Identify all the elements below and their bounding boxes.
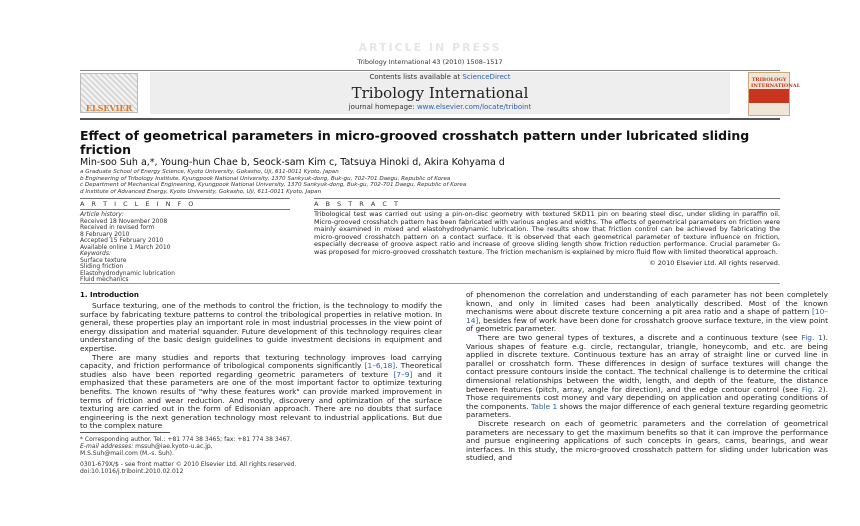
author-list: Min-soo Suh a,*, Young-hun Chae b, Seock-sam Kim c, Tatsuya Hinoki d, Akira Kohyama d (80, 157, 505, 168)
online-date: Available online 1 March 2010 (80, 243, 171, 251)
contents-line (150, 73, 730, 81)
affiliation-b: b Engineering of Tribology Institute, Kyungpook National University, 1370 Sankyuk-dong, Buk-gu, 702-701 Daegu, Republic of Korea (80, 175, 451, 182)
keyword-item: Sliding friction (80, 263, 124, 270)
received-date: Received 18 November 2008 (80, 217, 168, 225)
front-matter-rule (80, 283, 780, 284)
affiliation-a: a Graduate School of Energy Science, Kyoto University, Gokasho, Uji, 611-0011 Kyoto, Japan (80, 169, 339, 175)
abstract-heading: A B S T R A C T (314, 200, 401, 208)
header-rule-bottom (80, 118, 780, 120)
intro-paragraph-2 (80, 354, 442, 431)
figure-link[interactable]: Fig. 2 (801, 384, 823, 394)
journal-name: Tribology International (351, 84, 529, 102)
intro-text: of phenomenon the correlation and understanding of each parameter has not been completely known, and only in limited cases had been analytically described. Most of the known mechanisms were about discrete texture concerning a pit area ratio and a shape of pattern (466, 290, 828, 317)
homepage-prefix: journal homepage: (348, 103, 417, 111)
intro-text: , besides few of work have been done for crosshatch groove surface texture, in the view point of geometric parameter. (466, 315, 828, 334)
intro-text: and it emphasized that these parameters are one of the most important factor to optimize texturing benefits. The known results of "why these features work" can provide marked improvement in terms of friction and wear reduction. And mostly, discovery and optimization of the surface texturing are carried out in the form of Edisonian approach. There are no doubts that surface engineering is the next generation technology most relevant to industrial applications. But due to the complex nature (80, 369, 442, 431)
intro-text: ). Various shapes of feature e.g. circle, rectangular, triangle, honeycomb, and etc. are being applied in discrete texture. Continuous texture has an array of straight line or curved line in parallel or crosshatch form. These differences in design of surface textures will change the contact pressure contours inside the contact. The technical challenge is to determine the critical dimensional relationships between the width, length, and depth of the feature, the distance between features (pitch, array, angle for direction), and the edge contour control (see (466, 332, 828, 394)
abstract-copyright: © 2010 Elsevier Ltd. All rights reserved. (649, 259, 780, 267)
article-info-rule-top (80, 198, 290, 199)
citation-link[interactable]: [10–14] (466, 307, 828, 325)
keyword-item: Surface texture (80, 256, 127, 264)
contents-prefix: Contents lists available at (369, 73, 463, 81)
revised-date: 8 February 2010 (80, 230, 130, 238)
email-note (80, 443, 460, 450)
article-info-heading: A R T I C L E I N F O (80, 200, 196, 208)
intro-text: . Theoretical studies also have been reported regarding geometric parameters of texture (80, 361, 442, 379)
cover-title: TRIBOLOGY INTERNATIONAL (751, 77, 801, 89)
intro-text: There are two general types of textures, a discrete and a continuous texture (see (478, 332, 802, 342)
keyword-item: Elastohydrodynamic lubrication (80, 269, 175, 277)
revised-label: Received in revised form (80, 224, 155, 231)
homepage-link[interactable]: www.elsevier.com/locate/triboint (416, 103, 532, 111)
table-link[interactable]: Table 1 (531, 401, 558, 411)
article-title: Effect of geometrical parameters in micro-grooved crosshatch pattern under lubricated sliding friction (80, 128, 750, 157)
abstract-rule-top (314, 198, 780, 199)
journal-cover-thumbnail (748, 72, 801, 116)
citation-link[interactable]: [1–6,18] (364, 361, 396, 371)
corresponding-author-note: * Corresponding author. Tel.: +81 774 38 3465; fax: +81 774 38 3467. (80, 436, 293, 443)
email-address[interactable]: mssuh@iae.kyoto-u.ac.jp, (135, 443, 213, 450)
abstract-text: Tribological test was carried out using a pin-on-disc geometry with textured SKD11 pin on bearing steel disc, under sliding in paraffin oil. Micro-grooved crosshatch pattern has been fabricated with various angles and widths. The effects of geometrical parameters on friction were mainly examined in mixed and elastohydrodynamic lubrication. The results show that friction control can be achieved by fabricating the micro-grooved crosshatch pattern on a contact surface. It is observed that each geometrical parameter of texture influence on friction, especially decrease of groove aspect ratio and increase of groove sliding length show friction reduction performance. Crucial parameter G₀ was proposed for micro-grooved crosshatch texture. The friction mechanism is explained by micro fluid flow with limited theoretical approach. (314, 210, 780, 256)
intro-right-column (466, 291, 828, 463)
header-rule-top (80, 70, 780, 71)
section-heading-introduction: 1. Introduction (80, 291, 139, 299)
intro-text: ). Those requirements cost money and vary depending on application and operating conditions of the components. (466, 384, 828, 411)
cover-band (749, 89, 789, 103)
publisher-name: ELSEVIER (85, 103, 133, 113)
footnote-rule (80, 432, 170, 433)
intro-paragraph-1: Surface texturing, one of the methods to control the friction, is the technology to modify the surface by fabricating texture patterns to control the tribological properties in relative motion. In general, these properties play an important role in most industrial processes in the view point of energy dissipation and material squander. Future development of this technology requires clear understanding of the basic design guidelines to guide investment decisions in equipment and expertise. (80, 301, 442, 353)
intro-left-column (80, 302, 442, 431)
doi-line[interactable]: doi:10.1016/j.triboint.2010.02.012 (80, 468, 184, 475)
email-label: E-mail addresses: (80, 443, 136, 450)
intro-text: There are many studies and reports that texturing technology improves load carrying capacity, and friction performance of tribological components significantly (80, 352, 442, 371)
intro-paragraph-3 (466, 291, 828, 334)
sciencedirect-link[interactable]: ScienceDirect (462, 73, 511, 81)
accepted-date: Accepted 15 February 2010 (80, 237, 164, 244)
article-history-label: Article history: (80, 211, 124, 218)
homepage-line (150, 103, 730, 111)
citation-link[interactable]: [7–9] (393, 369, 413, 379)
affiliation-d: d Institute of Advanced Energy, Kyoto University, Gokasho, Uji, 611-0011 Kyoto, Japan (80, 188, 322, 195)
journal-citation: Tribology International 43 (2010) 1508–1517 (357, 58, 503, 66)
figure-link[interactable]: Fig. 1 (801, 332, 823, 342)
keywords-label: Keywords: (80, 250, 111, 257)
keyword-item: Fluid mechanics (80, 276, 129, 283)
email-note-2: M.S.Suh@mail.com (M.-s. Suh). (80, 450, 174, 457)
affiliation-c: c Department of Mechanical Engineering, Kyungpook National University, 1370 Sankyuk-dong, Buk-gu, 702-701 Daegu, Republic of Korea (80, 182, 467, 188)
watermark: ARTICLE IN PRESS (358, 41, 502, 54)
article-info-rule-bottom (80, 209, 290, 210)
intro-text: shows the major difference of each general texture regarding geometric parameters. (466, 401, 828, 420)
issn-line: 0301-679X/$ - see front matter © 2010 Elsevier Ltd. All rights reserved. (80, 461, 297, 468)
intro-paragraph-5: Discrete research on each of geometric parameters and the correlation of geometrical parameters are necessary to get the maximum benefits so that it can improve the performance and pursue engineering applications of such concepts in gears, cams, bearings, and wear interfaces. In this study, the micro-grooved crosshatch pattern for sliding under lubrication was studied, and (466, 418, 828, 463)
intro-paragraph-4 (466, 334, 828, 420)
